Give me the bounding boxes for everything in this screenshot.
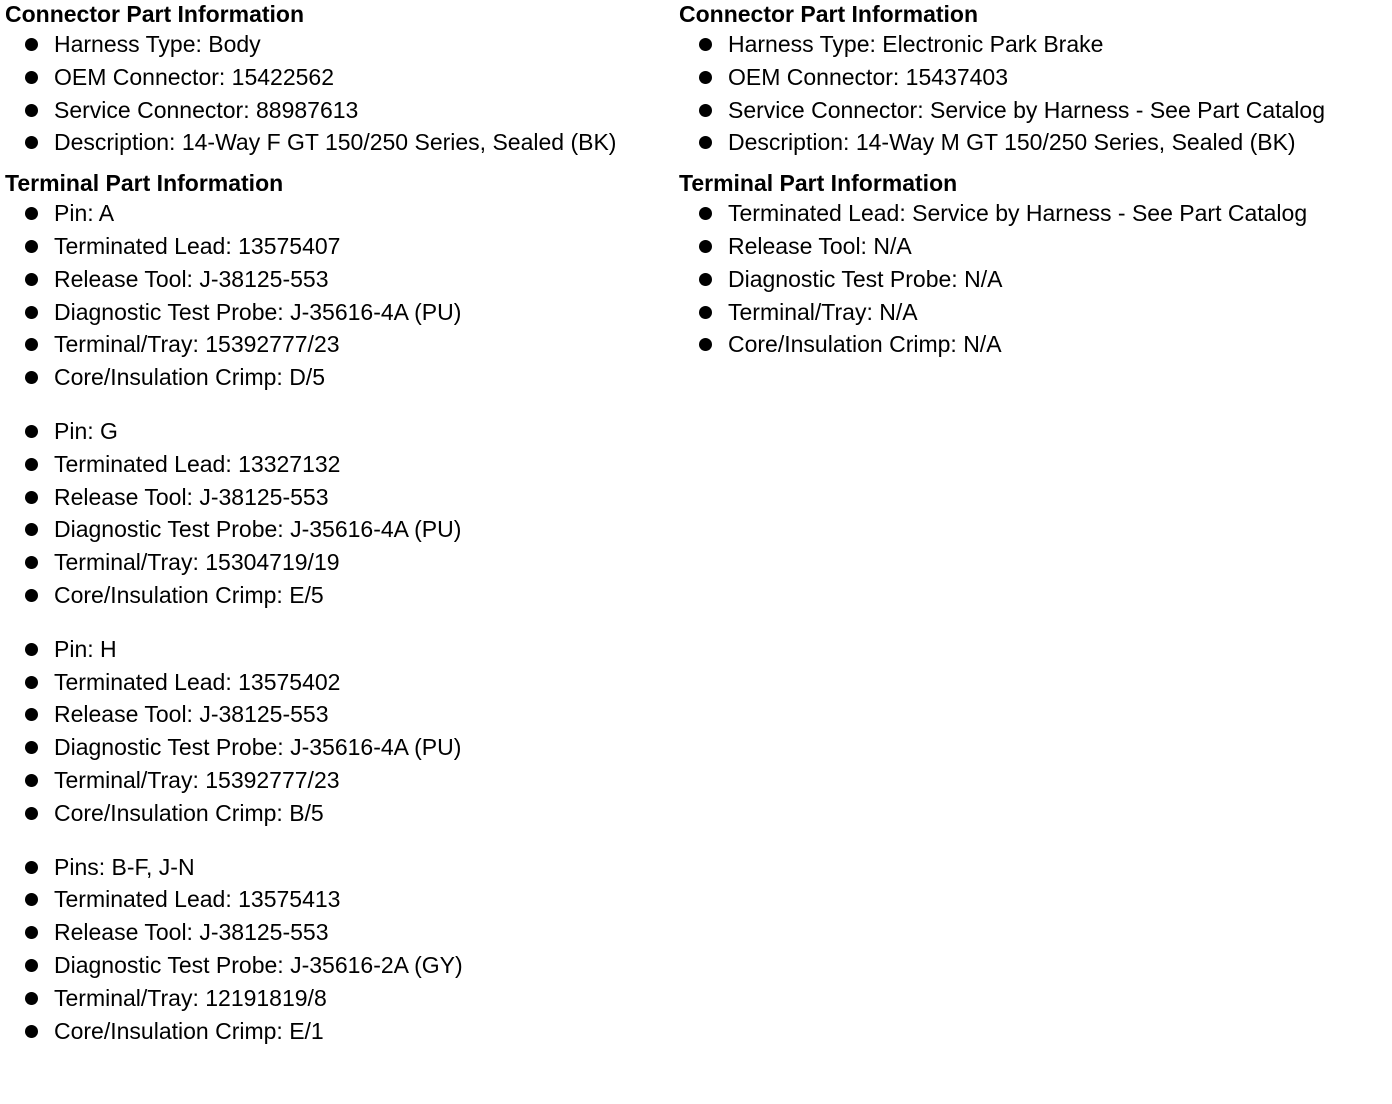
list-item [5, 1015, 675, 1048]
list-item [5, 916, 675, 949]
list-item [679, 126, 1389, 159]
connector-part-list [5, 28, 675, 159]
list-item [5, 126, 675, 159]
list-item-text: OEM Connector: 15422562 [54, 63, 335, 90]
bullet-icon [25, 523, 38, 536]
list-item [5, 197, 675, 230]
list-item [5, 666, 675, 699]
list-item [5, 263, 675, 296]
list-item-text: Harness Type: Electronic Park Brake [728, 31, 1104, 57]
pin-group [5, 851, 675, 1048]
list-item-text: Diagnostic Test Probe: J-35616-4A (PU) [54, 734, 462, 761]
list-item [5, 448, 675, 481]
pin-group [5, 415, 675, 612]
list-item [5, 328, 675, 361]
bullet-icon [25, 926, 38, 939]
bullet-icon [25, 992, 38, 1005]
bullet-icon [699, 38, 712, 51]
list-item [5, 579, 675, 612]
bullet-icon [699, 338, 712, 351]
list-item [5, 764, 675, 797]
bullet-icon [25, 425, 38, 438]
list-item [5, 481, 675, 514]
bullet-icon [25, 741, 38, 754]
bullet-icon [25, 458, 38, 471]
list-item-text: Diagnostic Test Probe: J-35616-4A (PU) [54, 298, 462, 325]
list-item [679, 230, 1389, 263]
bullet-icon [699, 306, 712, 319]
list-item-text: Core/Insulation Crimp: E/5 [54, 581, 324, 608]
bullet-icon [25, 371, 38, 384]
list-item-text: Diagnostic Test Probe: J-35616-2A (GY) [54, 951, 463, 978]
list-item-text: Release Tool: J-38125-553 [54, 919, 329, 946]
list-item-text: Core/Insulation Crimp: N/A [728, 331, 1002, 358]
list-item-text: Release Tool: J-38125-553 [54, 265, 329, 292]
list-item-text: Terminal/Tray: 15392777/23 [54, 766, 340, 793]
connector-part-heading: Connector Part Information [679, 1, 979, 27]
bullet-icon [25, 861, 38, 874]
bullet-icon [25, 136, 38, 149]
bullet-icon [25, 589, 38, 602]
list-item-text: Description: 14-Way F GT 150/250 Series, Sealed (BK) [54, 129, 617, 156]
bullet-icon [25, 807, 38, 820]
list-item [5, 633, 675, 666]
list-item-text: Service Connector: Service by Harness - See Part Catalog [728, 96, 1325, 123]
list-item [5, 361, 675, 394]
list-item [5, 296, 675, 329]
bullet-icon [25, 676, 38, 689]
bullet-icon [699, 273, 712, 286]
bullet-icon [25, 774, 38, 787]
list-item-text: Release Tool: J-38125-553 [54, 483, 329, 510]
list-item [679, 296, 1389, 329]
bullet-icon [25, 1025, 38, 1038]
list-item-text: Terminated Lead: 13575402 [54, 668, 341, 695]
bullet-icon [25, 273, 38, 286]
list-item-text: Terminated Lead: Service by Harness - See Part Catalog [728, 200, 1308, 227]
list-item [679, 94, 1389, 127]
terminal-part-heading: Terminal Part Information [5, 170, 284, 197]
list-item [5, 851, 675, 884]
list-item [5, 698, 675, 731]
list-item [5, 883, 675, 916]
bullet-icon [25, 240, 38, 253]
list-item-text: Terminal/Tray: 15392777/23 [54, 331, 340, 358]
list-item-text: Release Tool: J-38125-553 [54, 701, 329, 728]
list-item [679, 61, 1389, 94]
list-item [679, 197, 1389, 230]
bullet-icon [25, 643, 38, 656]
bullet-icon [25, 104, 38, 117]
list-item-text: Terminal/Tray: 15304719/19 [54, 549, 340, 576]
bullet-icon [25, 893, 38, 906]
list-item-text: OEM Connector: 15437403 [728, 63, 1009, 90]
bullet-icon [25, 959, 38, 972]
list-item-text: Release Tool: N/A [728, 232, 912, 259]
bullet-icon [699, 240, 712, 253]
bullet-icon [699, 104, 712, 117]
bullet-icon [25, 71, 38, 84]
list-item-text: Terminated Lead: 13575413 [54, 886, 341, 913]
right-connector-column [679, 0, 1389, 361]
list-item-text: Core/Insulation Crimp: D/5 [54, 364, 325, 391]
list-item [5, 230, 675, 263]
list-item-text: Core/Insulation Crimp: E/1 [54, 1017, 324, 1044]
list-item [679, 28, 1389, 61]
list-item-text: Harness Type: Body [54, 31, 261, 57]
list-item [5, 546, 675, 579]
list-item-text: Terminal/Tray: 12191819/8 [54, 984, 327, 1011]
bullet-icon [699, 136, 712, 149]
list-item-text: Terminated Lead: 13575407 [54, 232, 341, 259]
connector-part-heading: Connector Part Information [5, 1, 305, 27]
bullet-icon [25, 491, 38, 504]
list-item [5, 797, 675, 830]
list-item [5, 415, 675, 448]
list-item [5, 949, 675, 982]
list-item-text: Core/Insulation Crimp: B/5 [54, 799, 324, 826]
list-item [5, 982, 675, 1015]
list-item [679, 328, 1389, 361]
list-item [679, 263, 1389, 296]
list-item-text: Terminated Lead: 13327132 [54, 450, 341, 477]
list-item-text: Pin: A [54, 200, 115, 227]
list-item-text: Diagnostic Test Probe: N/A [728, 265, 1003, 292]
list-item-text: Description: 14-Way M GT 150/250 Series, Sealed (BK) [728, 129, 1296, 156]
bullet-icon [25, 556, 38, 569]
list-item [5, 28, 675, 61]
pin-group [679, 197, 1389, 361]
list-item [5, 61, 675, 94]
list-item [5, 513, 675, 546]
list-item-text: Pin: H [54, 635, 117, 662]
list-item [5, 731, 675, 764]
bullet-icon [25, 708, 38, 721]
bullet-icon [25, 38, 38, 51]
list-item-text: Pins: B-F, J-N [54, 853, 195, 880]
left-connector-column [5, 0, 675, 1047]
pin-group [5, 197, 675, 394]
list-item-text: Service Connector: 88987613 [54, 96, 359, 123]
pin-group [5, 633, 675, 830]
list-item-text: Terminal/Tray: N/A [728, 298, 918, 325]
terminal-part-heading: Terminal Part Information [679, 170, 958, 197]
connector-part-list [679, 28, 1389, 159]
list-item [5, 94, 675, 127]
bullet-icon [699, 207, 712, 220]
list-item-text: Diagnostic Test Probe: J-35616-4A (PU) [54, 516, 462, 543]
bullet-icon [25, 338, 38, 351]
list-item-text: Pin: G [54, 417, 118, 444]
bullet-icon [25, 207, 38, 220]
bullet-icon [699, 71, 712, 84]
bullet-icon [25, 306, 38, 319]
